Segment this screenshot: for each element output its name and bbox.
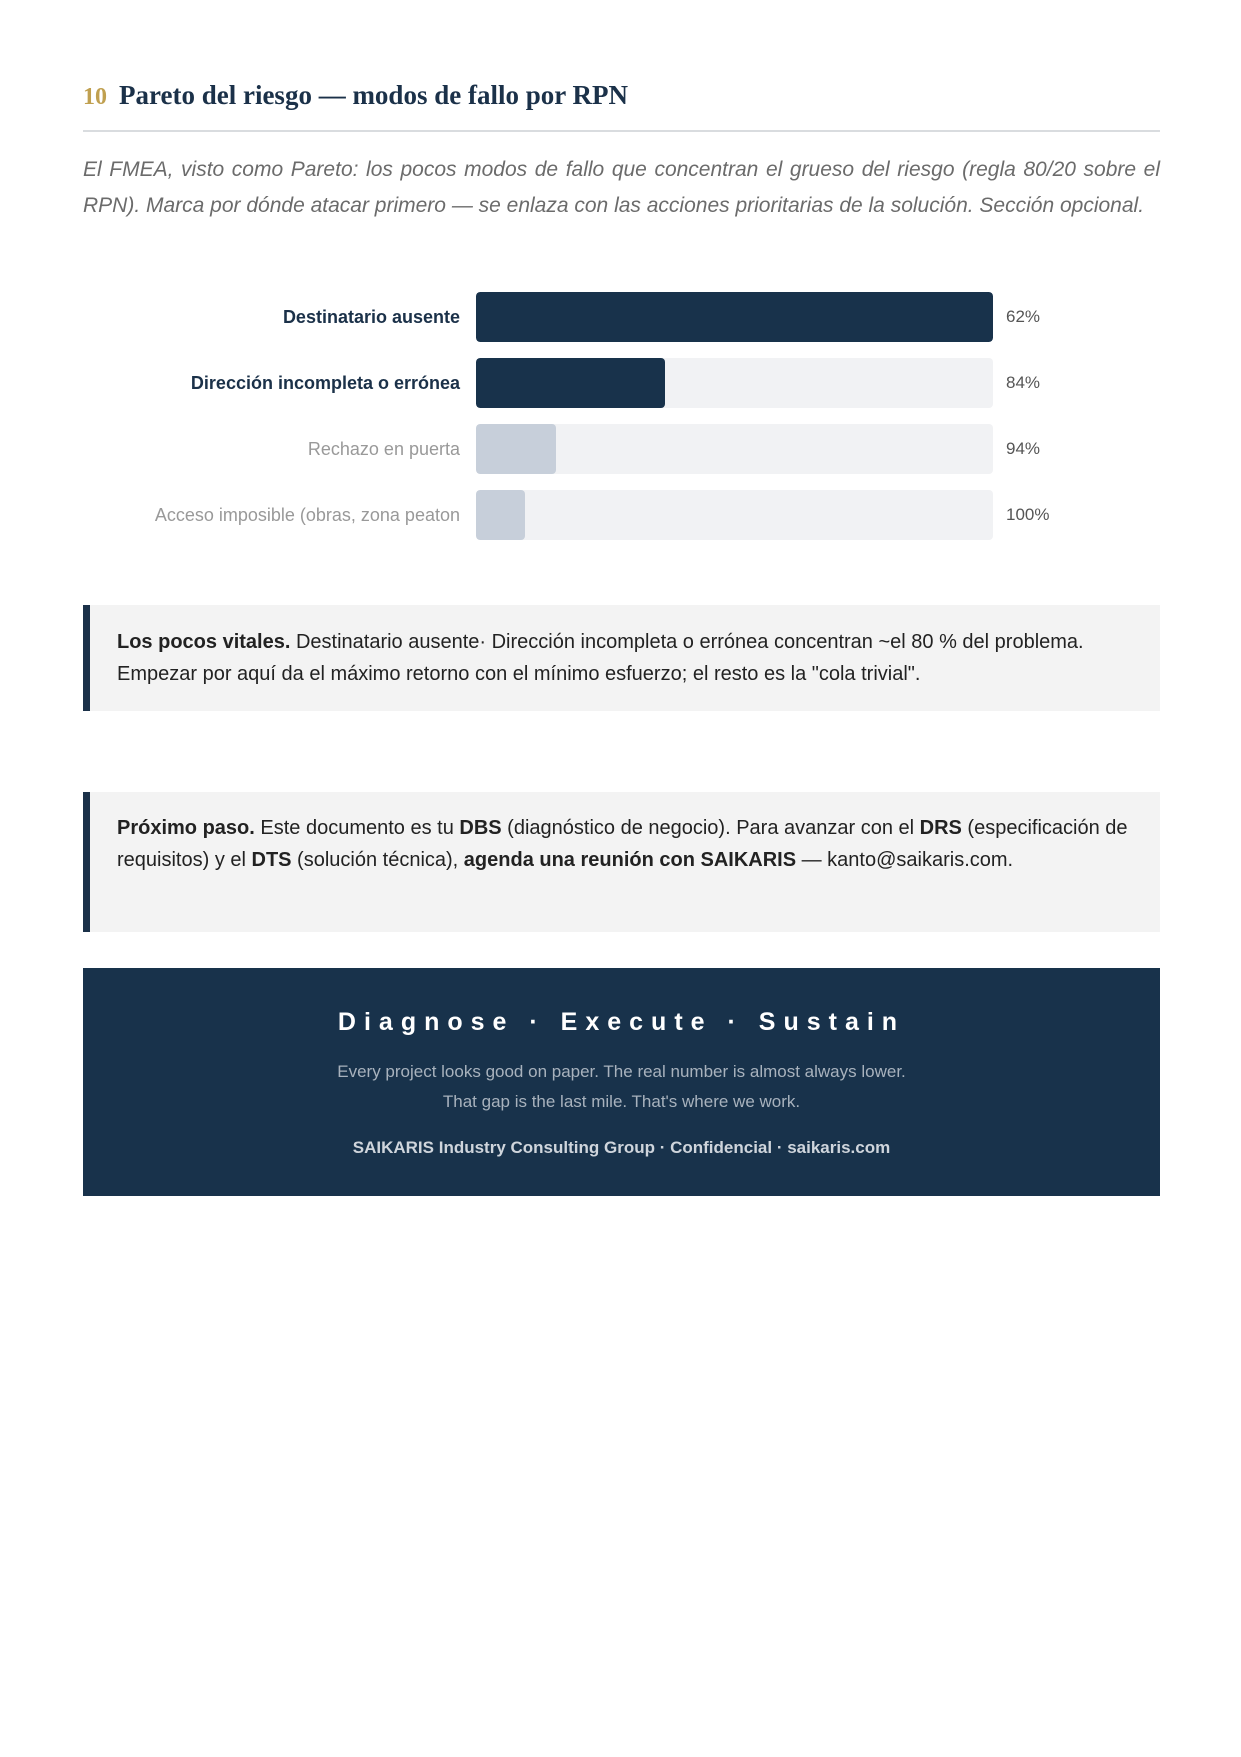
- bar-fill: [476, 424, 556, 474]
- footer-brand-line: SAIKARIS Industry Consulting Group · Confidencial · saikaris.com: [352, 1138, 891, 1157]
- term-dts: DTS: [251, 849, 292, 871]
- contact-email-text: — kanto@saikaris.com.: [796, 849, 1014, 871]
- vital-few-callout: [83, 605, 1160, 711]
- bar-row: [83, 424, 1160, 474]
- bar-track: [476, 292, 993, 342]
- bar-row: [83, 292, 1160, 342]
- bar-cumulative-label: 84%: [1006, 373, 1041, 392]
- callout-text: (diagnóstico de negocio). Para avanzar con el: [501, 817, 920, 839]
- callout-text: Destinatario ausente· Dirección incompleta o errónea concentran ~el 80 % del problema. Empezar por aquí da el máximo retorno con el mínimo esfuerzo; el resto es la "cola trivial".: [117, 631, 1084, 685]
- footer-message-line-2: That gap is the last mile. That's where we work.: [442, 1092, 801, 1111]
- bar-track: [476, 358, 993, 408]
- pareto-bar-chart: [83, 292, 1160, 542]
- bar-cumulative-label: 100%: [1006, 505, 1050, 524]
- callout-text: (especificación de requisitos) y el: [117, 817, 1128, 871]
- bar-track: [476, 424, 993, 474]
- callout-text: (solución técnica),: [291, 849, 464, 871]
- footer-banner: [83, 968, 1160, 1196]
- bar-track: [476, 490, 993, 540]
- section-divider: [83, 130, 1160, 132]
- bar-row: [83, 490, 1160, 540]
- section-title: Pareto del riesgo — modos de fallo por RPN: [119, 80, 628, 110]
- footer-tagline: Diagnose · Execute · Sustain: [337, 1008, 906, 1036]
- callout-text: Este documento es tu: [254, 817, 460, 839]
- bar-row: [83, 358, 1160, 408]
- next-step-callout: [83, 792, 1160, 932]
- bar-category-label: Destinatario ausente: [282, 307, 460, 327]
- term-dbs: DBS: [459, 817, 502, 839]
- section-number: 10: [83, 84, 107, 110]
- bar-fill: [476, 292, 993, 342]
- bar-cumulative-label: 94%: [1006, 439, 1041, 458]
- term-drs: DRS: [919, 817, 962, 839]
- meeting-cta: agenda una reunión con SAIKARIS: [463, 849, 797, 871]
- bar-category-label: Dirección incompleta o errónea: [190, 373, 460, 393]
- bar-category-label: Acceso imposible (obras, zona peaton: [154, 505, 460, 525]
- section-header: [83, 80, 1160, 111]
- callout-lead: Los pocos vitales.: [117, 631, 291, 653]
- section-intro: El FMEA, visto como Pareto: los pocos modos de fallo que concentran el grueso del riesgo (regla 80/20 sobre el RPN). Marca por dónde atacar primero — se enlaza con las acciones prioritarias de la solución. Sección opcional.: [83, 158, 1160, 217]
- callout-lead: Próximo paso.: [117, 817, 255, 839]
- footer-message-line-1: Every project looks good on paper. The real number is almost always lower.: [337, 1062, 906, 1081]
- bar-fill: [476, 490, 525, 540]
- bar-fill: [476, 358, 665, 408]
- bar-cumulative-label: 62%: [1006, 307, 1041, 326]
- bar-category-label: Rechazo en puerta: [307, 439, 460, 459]
